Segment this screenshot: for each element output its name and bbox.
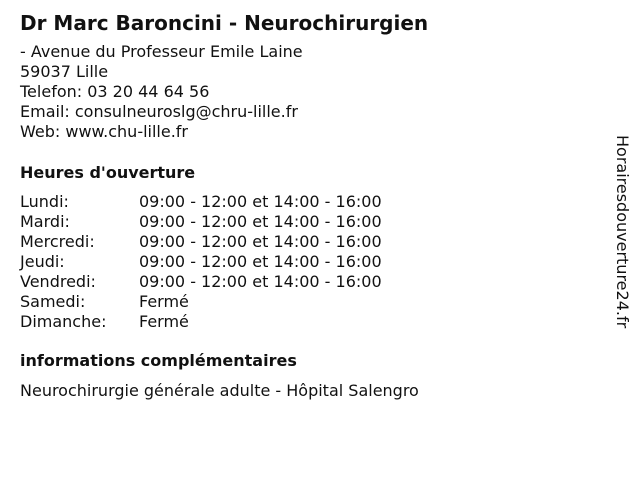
- hours-table: [20, 192, 600, 332]
- day-label: Mercredi:: [20, 232, 95, 251]
- day-hours: 09:00 - 12:00 et 14:00 - 16:00: [139, 212, 382, 231]
- day-hours: Fermé: [139, 292, 189, 311]
- hours-row: [20, 272, 600, 292]
- day-label: Mardi:: [20, 212, 70, 231]
- hours-heading: Heures d'ouverture: [20, 163, 196, 182]
- day-label: Samedi:: [20, 292, 86, 311]
- phone: Telefon: 03 20 44 64 56: [20, 82, 210, 101]
- day-hours: 09:00 - 12:00 et 14:00 - 16:00: [139, 232, 382, 251]
- hours-row: [20, 312, 600, 332]
- hours-row: [20, 232, 600, 252]
- contact-block: [20, 42, 600, 142]
- hours-row: [20, 192, 600, 212]
- day-label: Vendredi:: [20, 272, 96, 291]
- day-hours: Fermé: [139, 312, 189, 331]
- info-text: Neurochirurgie générale adulte - Hôpital Salengro: [20, 381, 419, 400]
- info-heading: informations complémentaires: [20, 351, 297, 370]
- website: Web: www.chu-lille.fr: [20, 122, 189, 141]
- street-address: - Avenue du Professeur Emile Laine: [20, 42, 303, 61]
- hours-row: [20, 252, 600, 272]
- day-hours: 09:00 - 12:00 et 14:00 - 16:00: [139, 272, 382, 291]
- day-hours: 09:00 - 12:00 et 14:00 - 16:00: [139, 252, 382, 271]
- email: Email: consulneuroslg@chru-lille.fr: [20, 102, 298, 121]
- city: 59037 Lille: [20, 62, 109, 81]
- day-label: Lundi:: [20, 192, 69, 211]
- site-watermark: Horairesdouverture24.fr: [613, 135, 632, 329]
- page-title: Dr Marc Baroncini - Neurochirurgien: [20, 11, 429, 35]
- hours-row: [20, 212, 600, 232]
- day-label: Dimanche:: [20, 312, 107, 331]
- hours-row: [20, 292, 600, 312]
- listing-card: [20, 9, 600, 401]
- day-hours: 09:00 - 12:00 et 14:00 - 16:00: [139, 192, 382, 211]
- day-label: Jeudi:: [20, 252, 65, 271]
